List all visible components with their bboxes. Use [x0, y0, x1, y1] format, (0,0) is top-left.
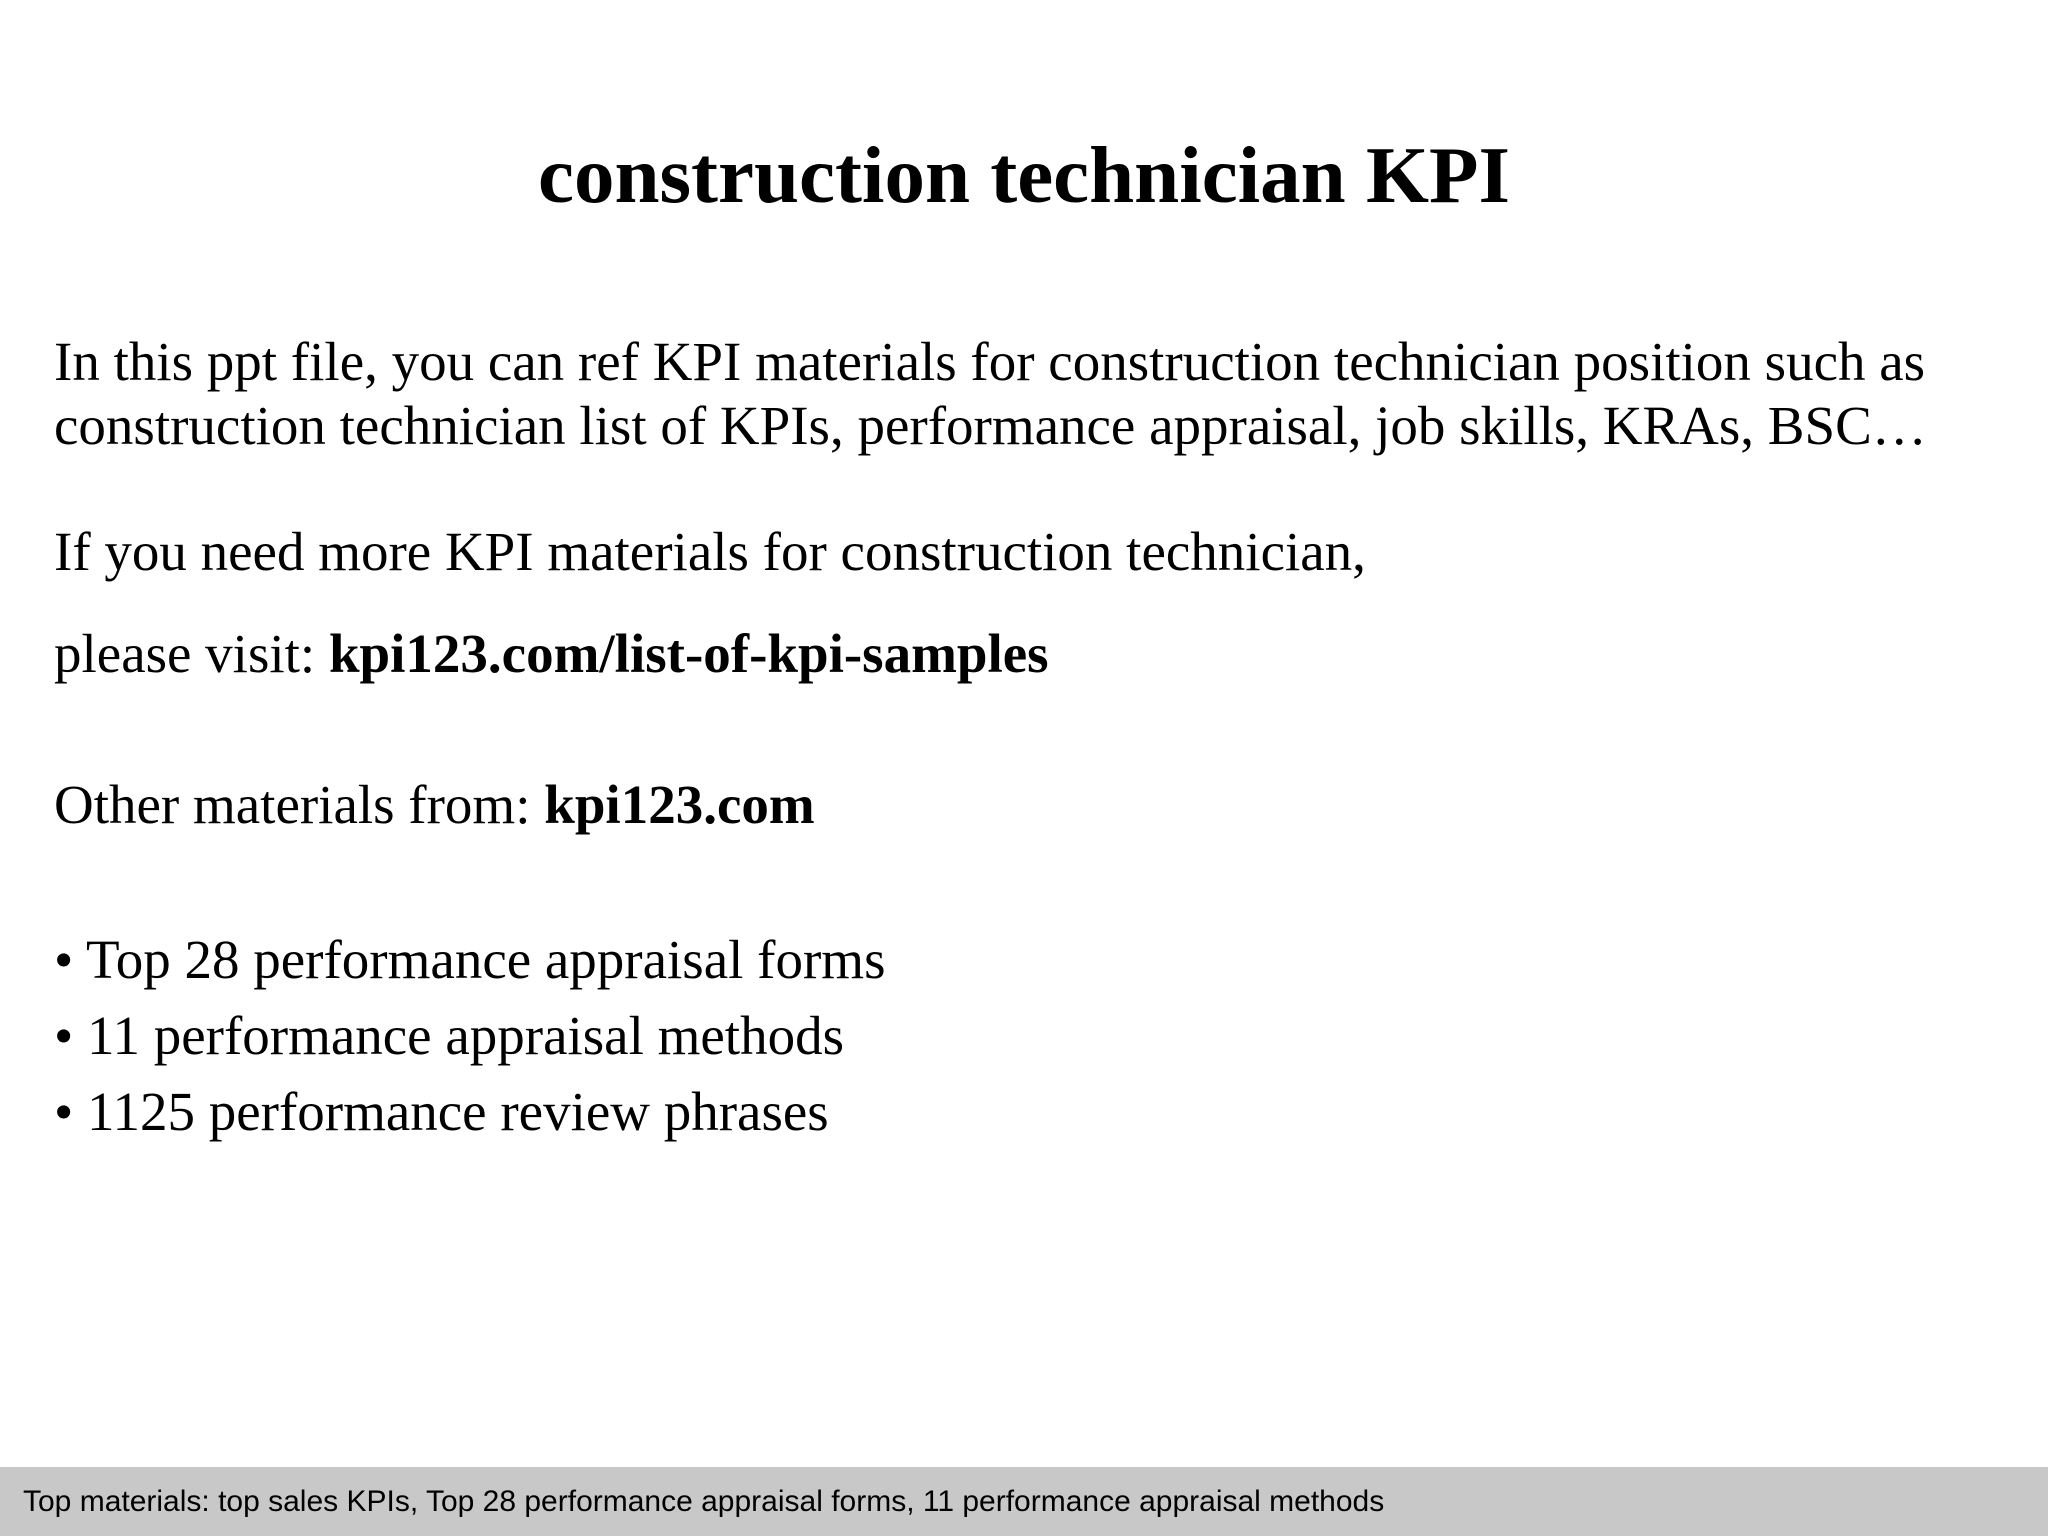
other-materials-line: [54, 773, 2014, 837]
intro-line-2: construction technician list of KPIs, performance appraisal, job skills, KRAs, BSC…: [54, 395, 1927, 456]
footer-text: Top materials: top sales KPIs, Top 28 performance appraisal forms, 11 performance appraisal methods: [23, 1485, 1385, 1518]
need-more-text: If you need more KPI materials for construction technician,: [54, 521, 1366, 582]
visit-label: please visit:: [54, 623, 329, 684]
visit-line: [54, 622, 2014, 686]
list-item: • 1125 performance review phrases: [54, 1081, 829, 1142]
intro-line-1: In this ppt file, you can ref KPI materials for construction technician position such as: [54, 331, 1926, 392]
materials-list: [54, 922, 885, 1150]
footer-bar: [0, 1467, 2048, 1536]
list-item: • 11 performance appraisal methods: [54, 1005, 844, 1066]
other-link[interactable]: kpi123.com: [544, 774, 815, 835]
intro-paragraph: [54, 330, 2014, 458]
visit-link[interactable]: kpi123.com/list-of-kpi-samples: [328, 623, 1049, 684]
other-label: Other materials from:: [54, 774, 545, 835]
slide-title: construction technician KPI: [538, 130, 1510, 220]
list-item: • Top 28 performance appraisal forms: [54, 929, 886, 990]
